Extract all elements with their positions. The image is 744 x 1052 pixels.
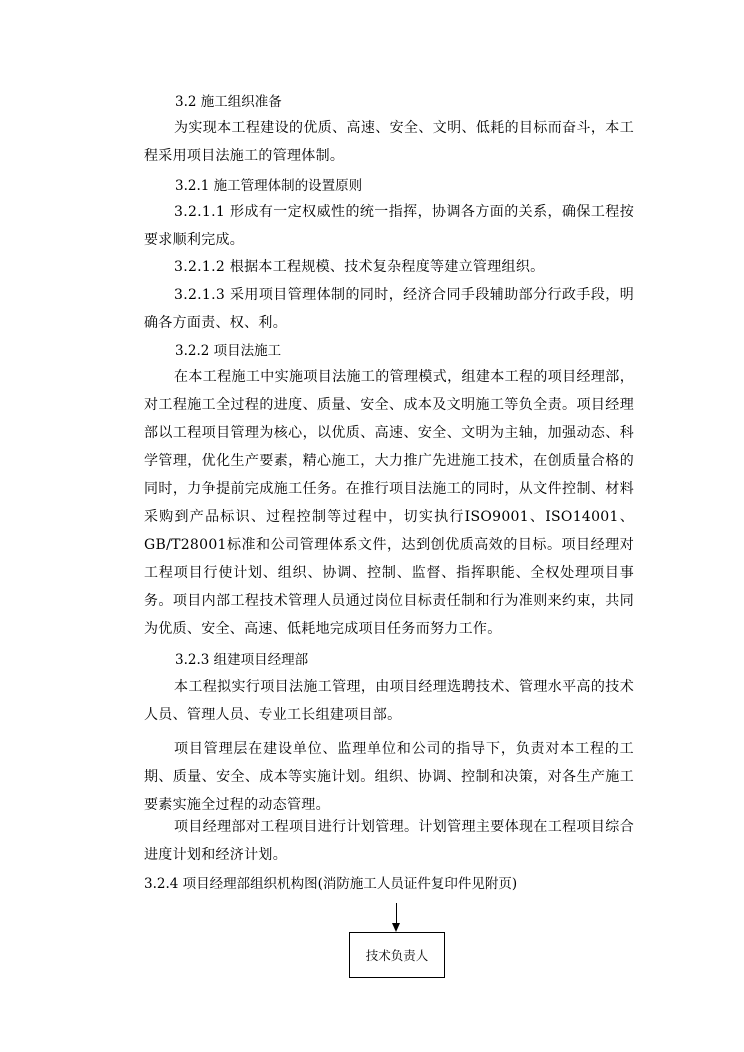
section-3-2-4-heading: 3.2.4 项目经理部组织机构图(消防施工人员证件复印件见附页)	[144, 876, 518, 892]
section-3-2-3-paragraph-3: 项目经理部对工程项目进行计划管理。计划管理主要体现在工程项目综合进度计划和经济计划。	[144, 819, 634, 863]
org-chart-arrow-head-icon	[392, 923, 400, 932]
section-3-2-2-paragraph: 在本工程施工中实施项目法施工的管理模式，组建本工程的项目经理部，对工程施工全过程的进度、质量、安全、成本及文明施工等负全责。项目经理部以工程项目管理为核心，以优质、高速、安全、文明为主轴，加强动态、科学管理，优化生产要素，精心施工，大力推广先进施工技术，在创质量合格的同时，力争提前完成施工任务。在推行项目法施工的同时，从文件控制、材料采购到产品标识、过程控制等过程中，切实执行ISO9001、ISO14001、GB/T28001标准和公司管理体系文件，达到创优质高效的目标。项目经理对工程项目行使计划、组织、协调、控制、监督、指挥职能、全权处理项目事务。项目内部工程技术管理人员通过岗位目标责任制和行为准则来约束，共同为优质、安全、高速、低耗地完成项目任务而努力工作。	[144, 369, 634, 637]
section-3-2-1-2-paragraph: 3.2.1.2 根据本工程规模、技术复杂程度等建立管理组织。	[174, 259, 545, 275]
section-3-2-paragraph: 为实现本工程建设的优质、高速、安全、文明、低耗的目标而奋斗，本工程采用项目法施工的管理体制。	[144, 120, 634, 164]
section-3-2-1-heading: 3.2.1 施工管理体制的设置原则	[175, 178, 363, 194]
section-3-2-heading: 3.2 施工组织准备	[175, 94, 282, 110]
section-3-2-3-heading: 3.2.3 组建项目经理部	[175, 652, 309, 668]
section-3-2-3-paragraph-1: 本工程拟实行项目法施工管理，由项目经理选聘技术、管理水平高的技术人员、管理人员、专业工长组建项目部。	[144, 679, 634, 723]
org-chart-box-label: 技术负责人	[365, 948, 429, 963]
org-chart-box-technical-lead	[349, 932, 445, 978]
section-3-2-1-3-paragraph: 3.2.1.3 采用项目管理体制的同时，经济合同手段辅助部分行政手段，明确各方面责、权、利。	[144, 287, 634, 331]
section-3-2-3-paragraph-2: 项目管理层在建设单位、监理单位和公司的指导下，负责对本工程的工期、质量、安全、成本等实施计划。组织、协调、控制和决策，对各生产施工要素实施全过程的动态管理。	[144, 741, 634, 813]
section-3-2-1-1-paragraph: 3.2.1.1 形成有一定权威性的统一指挥，协调各方面的关系，确保工程按要求顺利完成。	[144, 204, 634, 248]
section-3-2-2-heading: 3.2.2 项目法施工	[175, 343, 282, 359]
org-chart-arrow-line	[396, 903, 397, 925]
